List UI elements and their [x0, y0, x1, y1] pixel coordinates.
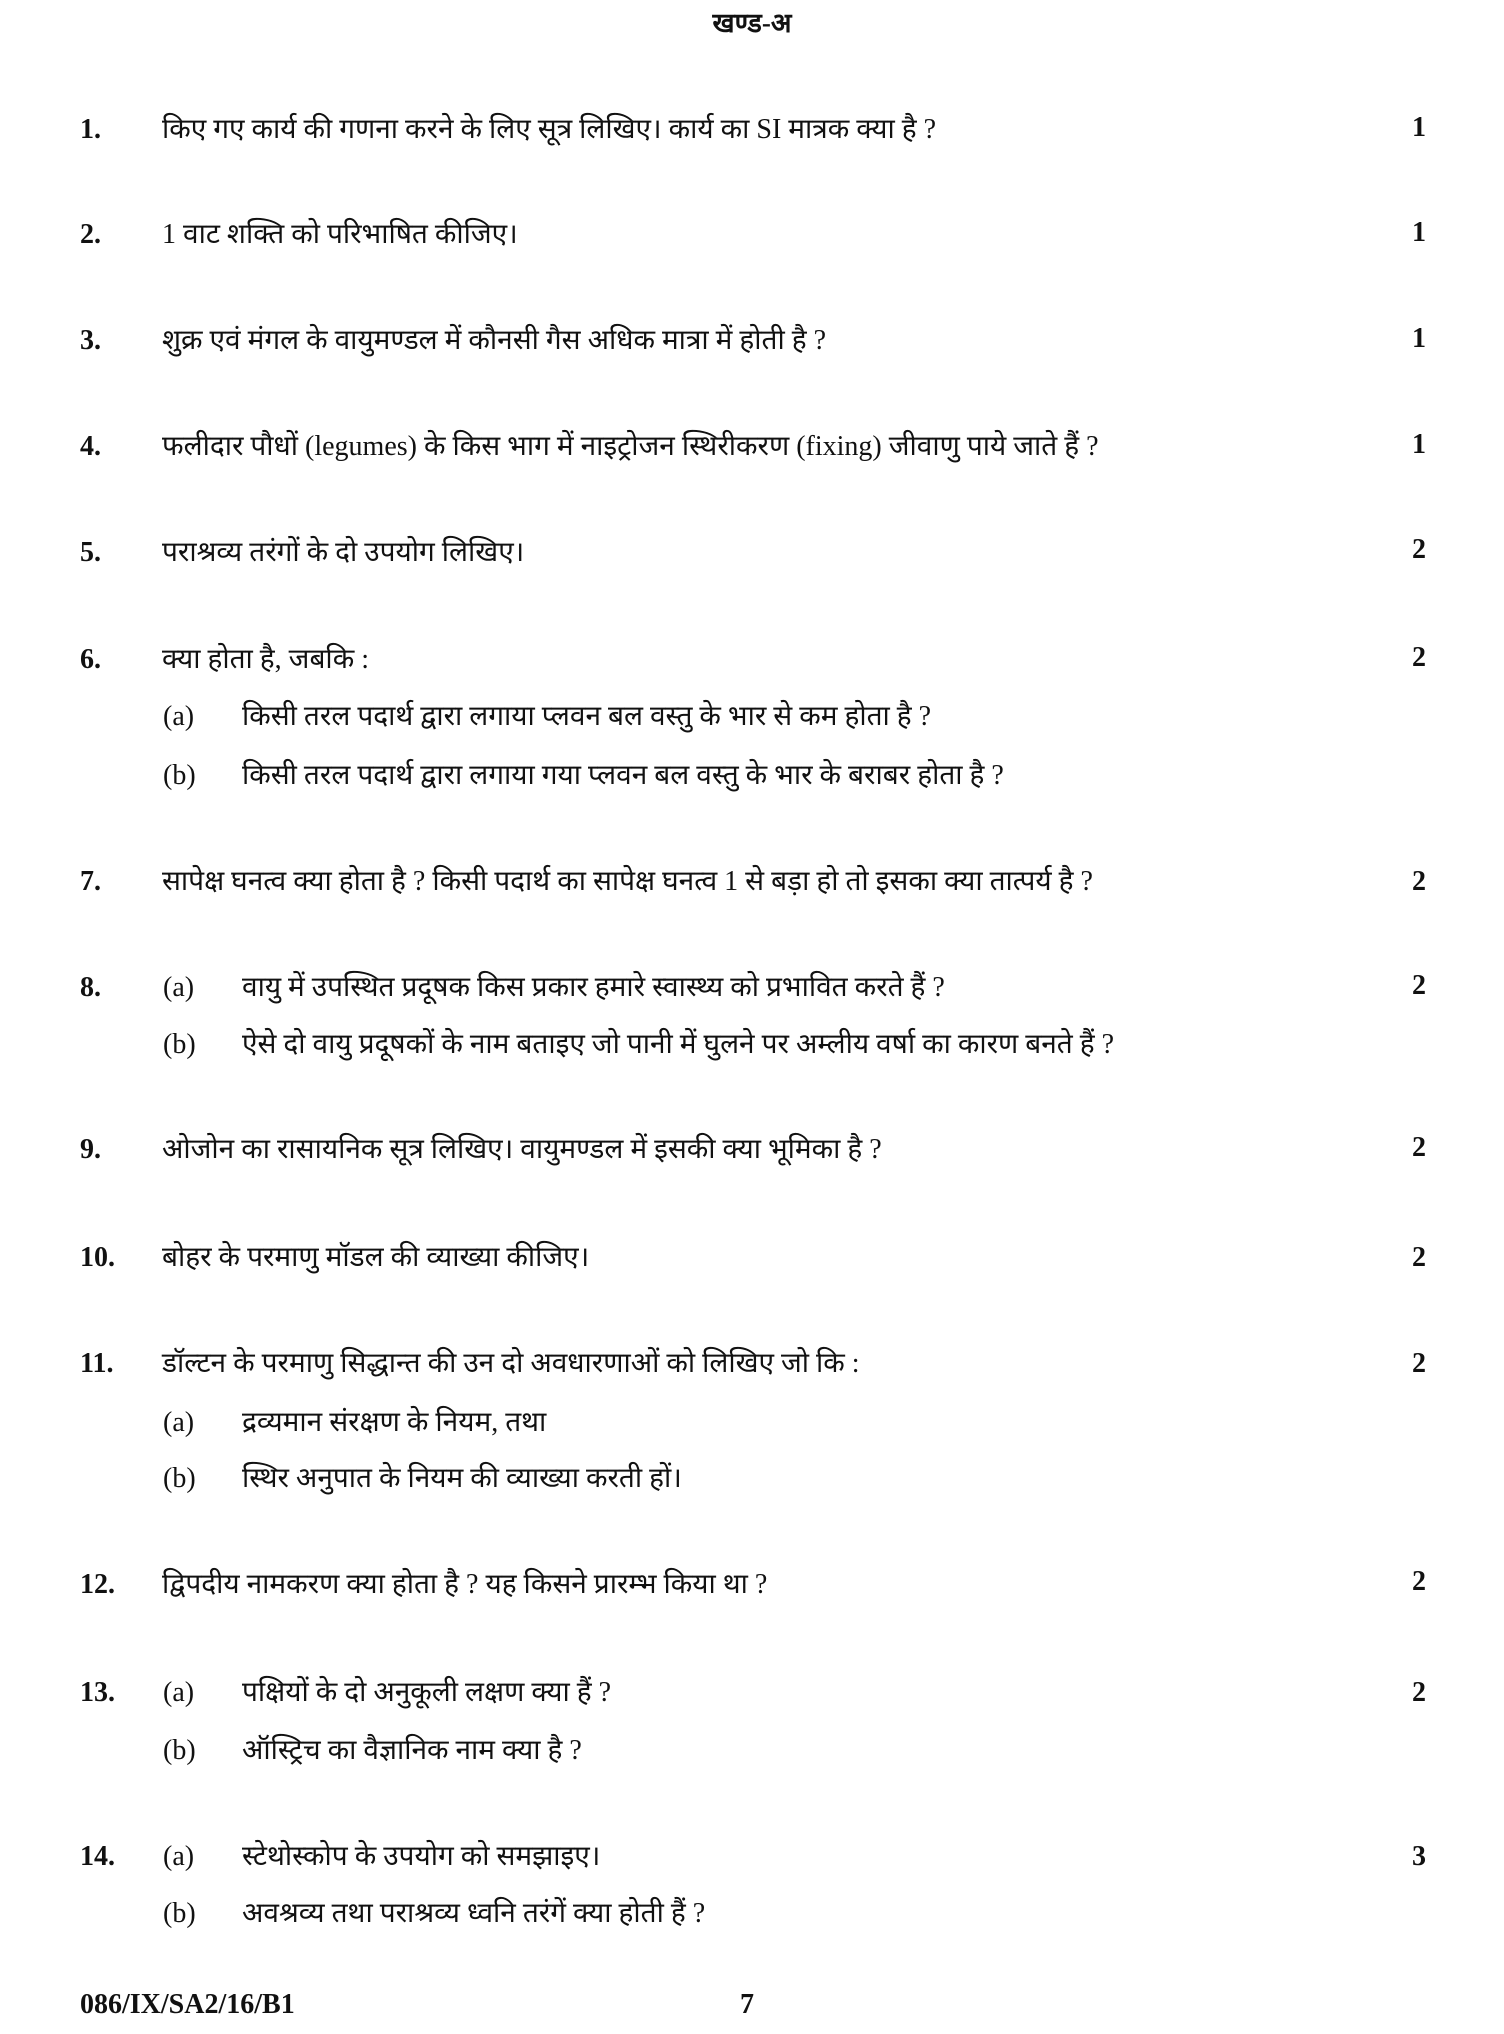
question-number: 7. — [80, 866, 101, 897]
question-number: 8. — [80, 972, 101, 1003]
question-marks: 2 — [1412, 1132, 1426, 1163]
question-marks: 2 — [1412, 534, 1426, 565]
section-title: खण्ड-अ — [712, 8, 792, 38]
question-number: 13. — [80, 1677, 115, 1708]
part-text: वायु में उपस्थित प्रदूषक किस प्रकार हमारे स्वास्थ्य को प्रभावित करते हैं ? — [242, 972, 945, 1003]
paper-code: 086/IX/SA2/16/B1 — [80, 1989, 295, 2020]
question-marks: 2 — [1412, 1677, 1426, 1708]
question-number: 12. — [80, 1569, 115, 1600]
question-number: 11. — [80, 1348, 114, 1379]
question-text: डॉल्टन के परमाणु सिद्धान्त की उन दो अवधारणाओं को लिखिए जो कि : — [162, 1348, 860, 1379]
part-text: ऐसे दो वायु प्रदूषकों के नाम बताइए जो पानी में घुलने पर अम्लीय वर्षा का कारण बनते हैं ? — [242, 1029, 1115, 1060]
part-text: अवश्रव्य तथा पराश्रव्य ध्वनि तरंगें क्या होती हैं ? — [242, 1898, 706, 1929]
question-marks: 2 — [1412, 1242, 1426, 1273]
part-label: (b) — [163, 1463, 196, 1494]
part-text: द्रव्यमान संरक्षण के नियम, तथा — [242, 1407, 547, 1438]
part-text: किसी तरल पदार्थ द्वारा लगाया प्लवन बल वस्तु के भार से कम होता है ? — [242, 701, 932, 732]
question-marks: 1 — [1412, 429, 1426, 460]
page-number: 7 — [740, 1989, 754, 2020]
question-marks: 2 — [1412, 1566, 1426, 1597]
question-text: किए गए कार्य की गणना करने के लिए सूत्र लिखिए। कार्य का SI मात्रक क्या है ? — [162, 114, 937, 145]
question-number: 1. — [80, 114, 101, 145]
question-marks: 1 — [1412, 217, 1426, 248]
question-number: 5. — [80, 537, 101, 568]
question-number: 2. — [80, 219, 101, 250]
question-text: ओजोन का रासायनिक सूत्र लिखिए। वायुमण्डल में इसकी क्या भूमिका है ? — [162, 1134, 882, 1165]
part-text: ऑस्ट्रिच का वैज्ञानिक नाम क्या है ? — [242, 1735, 582, 1766]
question-text: 1 वाट शक्ति को परिभाषित कीजिए। — [162, 219, 518, 250]
part-label: (a) — [163, 972, 195, 1003]
part-label: (a) — [163, 1841, 195, 1872]
question-number: 4. — [80, 431, 101, 462]
part-label: (b) — [163, 1898, 196, 1929]
part-label: (b) — [163, 1029, 196, 1060]
question-number: 6. — [80, 644, 101, 675]
part-text: किसी तरल पदार्थ द्वारा लगाया गया प्लवन बल वस्तु के भार के बराबर होता है ? — [242, 760, 1004, 791]
question-marks: 2 — [1412, 1348, 1426, 1379]
question-number: 3. — [80, 325, 101, 356]
question-text: क्या होता है, जबकि : — [162, 644, 369, 675]
question-text: सापेक्ष घनत्व क्या होता है ? किसी पदार्थ का सापेक्ष घनत्व 1 से बड़ा हो तो इसका क्या तात्पर्य है ? — [162, 866, 1093, 897]
question-text: शुक्र एवं मंगल के वायुमण्डल में कौनसी गैस अधिक मात्रा में होती है ? — [162, 325, 827, 356]
question-text: पराश्रव्य तरंगों के दो उपयोग लिखिए। — [162, 537, 525, 568]
part-label: (a) — [163, 1677, 195, 1708]
part-text: स्थिर अनुपात के नियम की व्याख्या करती हों। — [242, 1463, 682, 1494]
question-marks: 2 — [1412, 642, 1426, 673]
question-marks: 3 — [1412, 1841, 1426, 1872]
question-marks: 2 — [1412, 866, 1426, 897]
question-marks: 2 — [1412, 970, 1426, 1001]
question-number: 10. — [80, 1242, 115, 1273]
question-text: बोहर के परमाणु मॉडल की व्याख्या कीजिए। — [162, 1242, 590, 1273]
part-label: (a) — [163, 1407, 195, 1438]
question-text: द्विपदीय नामकरण क्या होता है ? यह किसने प्रारम्भ किया था ? — [162, 1569, 768, 1600]
question-marks: 1 — [1412, 112, 1426, 143]
part-label: (b) — [163, 760, 196, 791]
question-number: 14. — [80, 1841, 115, 1872]
part-text: स्टेथोस्कोप के उपयोग को समझाइए। — [242, 1841, 601, 1872]
question-number: 9. — [80, 1134, 101, 1165]
part-label: (a) — [163, 701, 195, 732]
part-label: (b) — [163, 1735, 196, 1766]
question-text: फलीदार पौधों (legumes) के किस भाग में नाइट्रोजन स्थिरीकरण (fixing) जीवाणु पाये जाते हैं ? — [162, 431, 1099, 462]
question-marks: 1 — [1412, 323, 1426, 354]
part-text: पक्षियों के दो अनुकूली लक्षण क्या हैं ? — [242, 1677, 612, 1708]
